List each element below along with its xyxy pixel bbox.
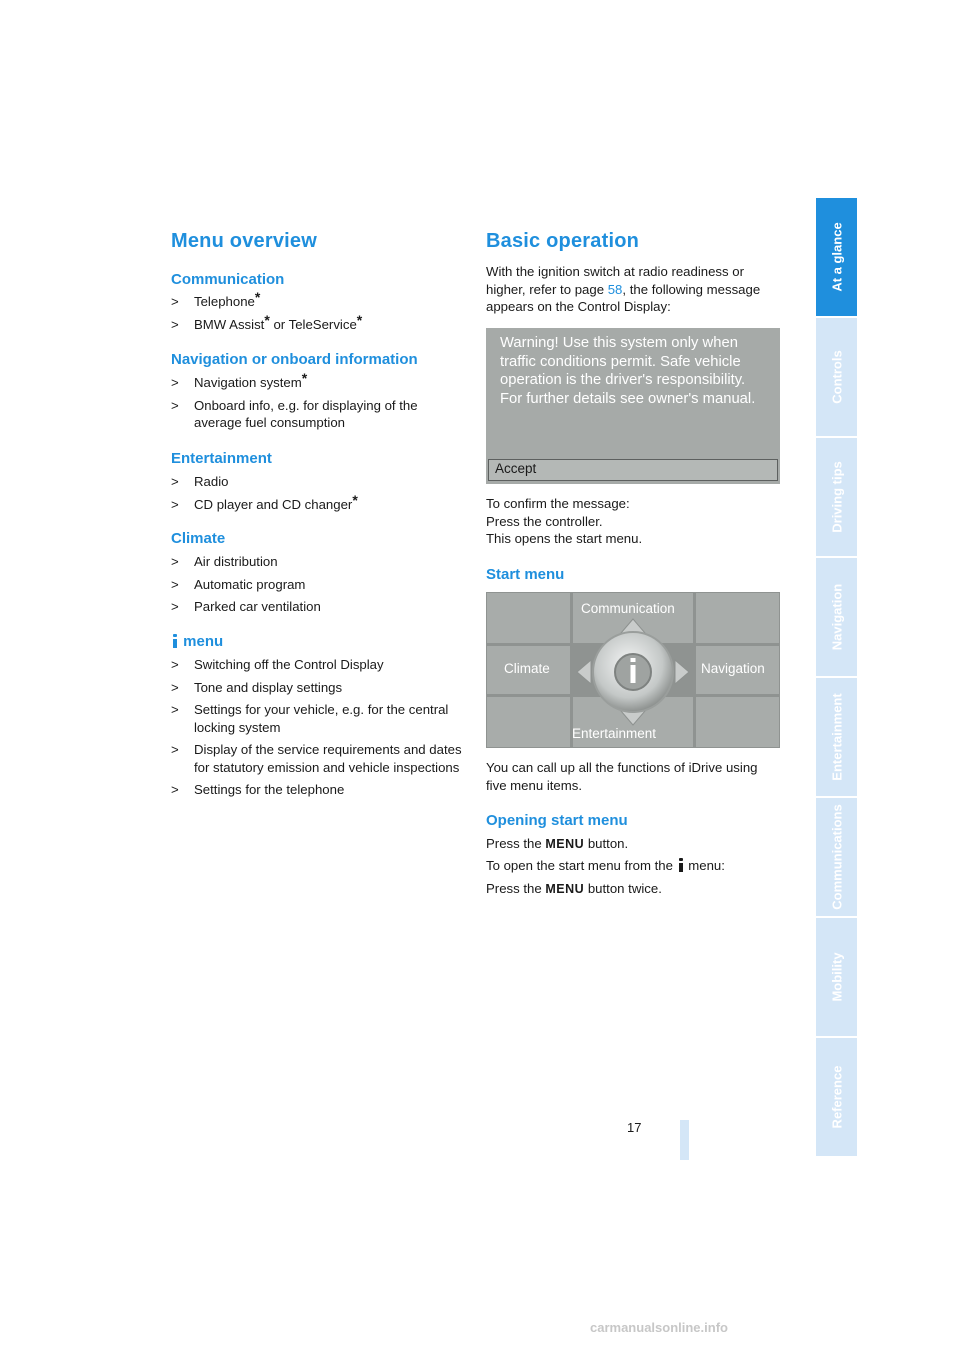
menu-item-entertainment[interactable]: Entertainment [573,697,693,747]
entertainment-list [171,473,471,518]
bullet: > [171,316,179,332]
watermark: carmanualsonline.info [590,1320,728,1335]
tab-mobility[interactable]: Mobility [816,918,857,1036]
list-item: > Automatic program [171,576,306,592]
info-i-icon [677,858,685,872]
i-menu-heading: menu [171,633,223,650]
confirm-paragraph: To confirm the message: Press the controller. This opens the start menu. [486,496,643,546]
press-twice-paragraph: Press the MENU button twice. [486,881,662,896]
climate-list [171,553,471,621]
bullet: > [171,554,179,569]
entertainment-heading: Entertainment [171,450,272,467]
page-number: 17 [627,1120,642,1135]
bullet: > [171,782,179,797]
corner-cell [696,593,779,643]
call-up-paragraph: You can call up all the functions of iDrive using five menu items. [486,760,758,793]
list-item: > Switching off the Control Display [171,657,384,672]
tab-entertainment[interactable]: Entertainment [816,678,857,796]
accept-label: Accept [495,461,537,476]
star-icon: * [254,289,261,305]
page-link[interactable]: 58 [607,281,623,297]
tab-driving-tips[interactable]: Driving tips [816,438,857,556]
communication-list [171,289,471,338]
bullet: > [171,599,179,614]
corner-cell [487,697,570,747]
menu-item-communication[interactable]: Communication [573,593,693,643]
bullet: > [171,397,179,413]
bullet: > [171,742,179,757]
menu-item-climate[interactable]: Climate [487,646,570,694]
warning-text: Warning! Use this system only when traffic conditions permit. Safe vehicle operation is the driver's responsibility. For further details see owner's manual. [500,335,756,407]
basic-operation-title: Basic operation [486,230,640,252]
list-item: > Onboard info, e.g. for displaying of the average fuel consumption [171,397,418,430]
start-menu-screen [486,592,780,748]
intro-paragraph: With the ignition switch at radio readiness or higher, refer to page 58, the following message appears on the Control Display: [486,264,761,314]
tab-controls[interactable]: Controls [816,318,857,436]
bullet: > [171,576,179,592]
bullet: > [171,474,179,489]
page-number-bar [680,1120,689,1160]
list-item: > Radio [171,474,229,489]
star-icon: * [301,370,308,386]
star-icon: * [264,311,270,328]
corner-cell [487,593,570,643]
star-icon: * [352,491,358,508]
open-from-i-paragraph: To open the start menu from the menu: [486,858,725,873]
bullet: > [171,702,179,717]
corner-cell [696,697,779,747]
menu-button-glyph: MENU [545,837,585,851]
navigation-list [171,370,471,437]
navigation-heading: Navigation or onboard information [171,351,418,368]
bullet: > [171,496,179,512]
menu-item-navigation[interactable]: Navigation [696,646,779,694]
tab-communications[interactable]: Communications [816,798,857,916]
press-menu-paragraph: Press the MENU button. [486,836,629,851]
menu-overview-title: Menu overview [171,230,317,252]
list-item: > CD player and CD changer* [171,491,358,512]
list-item: > Telephone* [171,289,261,309]
bullet: > [171,679,179,695]
warning-screen [486,328,780,484]
accept-button[interactable] [488,459,778,481]
climate-heading: Climate [171,530,226,547]
list-item: > BMW Assist* or TeleService* [171,311,363,332]
list-item: > Air distribution [171,554,278,569]
menu-button-glyph: MENU [545,882,585,896]
list-item: > Display of the service requirements and dates for statutory emission and vehicle inspections [171,742,462,775]
start-menu-heading: Start menu [486,566,565,583]
list-item: > Parked car ventilation [171,599,321,614]
tab-at-a-glance[interactable]: At a glance [816,198,857,316]
bullet: > [171,657,179,672]
list-item: > Tone and display settings [171,679,343,695]
controller-icon[interactable] [573,617,693,727]
info-i-icon [171,634,179,648]
tab-reference[interactable]: Reference [816,1038,857,1156]
i-menu-list [171,656,471,804]
tab-navigation[interactable]: Navigation [816,558,857,676]
list-item: > Settings for the telephone [171,782,345,797]
star-icon: * [356,311,363,328]
communication-heading: Communication [171,271,285,288]
bullet: > [171,294,179,309]
opening-start-menu-heading: Opening start menu [486,812,628,829]
list-item: > Navigation system* [171,370,308,390]
bullet: > [171,375,179,390]
list-item: > Settings for your vehicle, e.g. for the central locking system [171,702,449,735]
